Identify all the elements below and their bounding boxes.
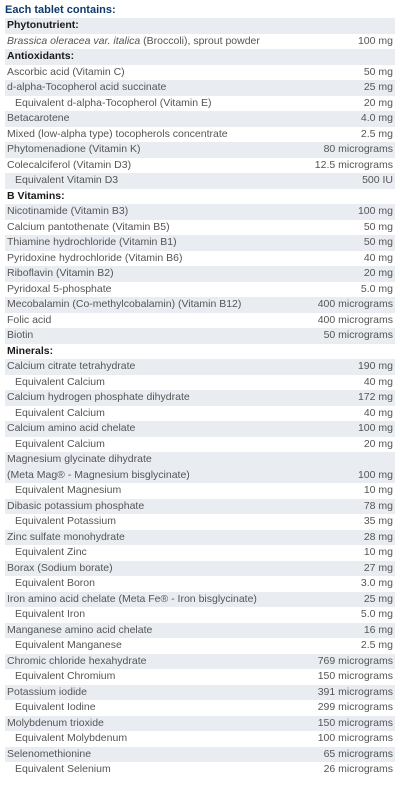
ingredient-row — [5, 561, 395, 577]
ingredient-name: Magnesium glycinate dihydrate (Meta Mag® - Magnesium bisglycinate) — [7, 453, 190, 481]
amount-value: 190 mg — [357, 360, 393, 372]
ingredient-row — [5, 266, 395, 282]
ingredient-name: Biotin — [7, 329, 34, 341]
ingredient-name: Equivalent Calcium — [15, 375, 105, 388]
amount-value: 2.5 mg — [360, 639, 393, 651]
amount-value: 150 micrograms — [317, 670, 393, 682]
ingredient-row — [5, 499, 395, 515]
ingredient-name: Folic acid — [7, 313, 52, 326]
ingredient-name: Calcium amino acid chelate — [7, 422, 136, 434]
ingredient-name: Nicotinamide (Vitamin B3) — [7, 205, 129, 217]
amount-value: 2.5 mg — [360, 127, 393, 140]
amount-value: 20 mg — [363, 437, 393, 450]
amount-value: 4.0 mg — [360, 112, 393, 124]
amount-value: 100 mg — [357, 468, 393, 481]
ingredient-name: Borax (Sodium borate) — [7, 561, 113, 574]
amount-value: 5.0 mg — [360, 282, 393, 295]
amount-value: 50 micrograms — [323, 329, 393, 341]
amount-value: 100 mg — [357, 205, 393, 217]
amount-value: 25 mg — [363, 81, 393, 93]
equivalent-row — [5, 96, 395, 112]
ingredient-row — [5, 282, 395, 298]
amount-value: 12.5 micrograms — [314, 158, 393, 171]
ingredient-name: Equivalent Magnesium — [15, 484, 122, 496]
ingredient-name: Equivalent Potassium — [15, 515, 116, 527]
ingredient-name: Riboflavin (Vitamin B2) — [7, 267, 114, 279]
amount-value: 27 mg — [363, 561, 393, 574]
amount-value: 35 mg — [363, 515, 393, 527]
ingredient-row — [5, 251, 395, 267]
amount-value: 50 mg — [363, 236, 393, 248]
ingredient-name: Equivalent Zinc — [15, 546, 87, 558]
amount-value: 65 micrograms — [323, 747, 393, 760]
ingredient-list — [5, 18, 395, 778]
equivalent-row — [5, 731, 395, 747]
ingredient-row — [5, 685, 395, 701]
amount-value: 10 mg — [363, 546, 393, 558]
ingredient-row — [5, 235, 395, 251]
equivalent-row — [5, 545, 395, 561]
ingredient-row — [5, 592, 395, 608]
amount-value: 3.0 mg — [360, 577, 393, 589]
equivalent-row — [5, 406, 395, 422]
equivalent-row — [5, 514, 395, 530]
amount-value: 20 mg — [363, 96, 393, 109]
amount-value: 500 IU — [362, 174, 393, 186]
amount-value: 10 mg — [363, 484, 393, 496]
ingredient-name: Phytomenadione (Vitamin K) — [7, 143, 141, 155]
ingredient-row — [5, 127, 395, 143]
equivalent-row — [5, 700, 395, 716]
ingredient-name: Equivalent Iodine — [15, 701, 96, 713]
ingredient-row — [5, 313, 395, 329]
amount-value: 100 micrograms — [317, 732, 393, 744]
ingredient-row — [5, 65, 395, 81]
equivalent-row — [5, 638, 395, 654]
amount-value: 400 micrograms — [317, 298, 393, 310]
ingredient-name: Zinc sulfate monohydrate — [7, 530, 125, 543]
amount-value: 172 mg — [357, 391, 393, 403]
ingredient-name: Equivalent Vitamin D3 — [15, 174, 119, 186]
equivalent-row — [5, 483, 395, 499]
amount-value: 100 mg — [357, 34, 393, 47]
section-title: Antioxidants: — [7, 50, 75, 62]
ingredient-name: Equivalent Selenium — [15, 763, 111, 775]
section-header — [5, 49, 395, 65]
equivalent-row — [5, 375, 395, 391]
equivalent-row — [5, 762, 395, 778]
ingredient-name: Equivalent Calcium — [15, 437, 105, 450]
amount-value: 5.0 mg — [360, 608, 393, 620]
ingredient-name: Thiamine hydrochloride (Vitamin B1) — [7, 236, 177, 248]
amount-value: 78 mg — [363, 499, 393, 512]
ingredient-row — [5, 747, 395, 763]
amount-value: 40 mg — [363, 375, 393, 388]
ingredient-name: Betacarotene — [7, 112, 70, 124]
ingredient-name: Molybdenum trioxide — [7, 716, 104, 729]
ingredient-row — [5, 204, 395, 220]
ingredient-row — [5, 452, 395, 483]
amount-value: 40 mg — [363, 406, 393, 419]
ingredient-row — [5, 80, 395, 96]
amount-value: 150 micrograms — [317, 716, 393, 729]
ingredient-name: Equivalent Boron — [15, 577, 95, 589]
ingredient-name: Calcium hydrogen phosphate dihydrate — [7, 391, 190, 403]
ingredient-row — [5, 716, 395, 732]
ingredient-row — [5, 111, 395, 127]
ingredient-name: Brassica oleracea var. italica (Broccoli), sprout powder — [7, 34, 260, 47]
equivalent-row — [5, 576, 395, 592]
amount-value: 26 micrograms — [323, 763, 393, 775]
equivalent-row — [5, 437, 395, 453]
ingredient-row — [5, 158, 395, 174]
amount-value: 299 micrograms — [317, 701, 393, 713]
amount-value: 100 mg — [357, 422, 393, 434]
section-header — [5, 18, 395, 34]
ingredient-name: Ascorbic acid (Vitamin C) — [7, 65, 125, 78]
ingredient-name: Mecobalamin (Co-methylcobalamin) (Vitamin B12) — [7, 298, 242, 310]
ingredient-name: Equivalent Calcium — [15, 406, 105, 419]
amount-value: 28 mg — [363, 530, 393, 543]
equivalent-row — [5, 173, 395, 189]
amount-value: 50 mg — [363, 220, 393, 233]
ingredient-name: Equivalent Iron — [15, 608, 86, 620]
equivalent-row — [5, 669, 395, 685]
amount-value: 40 mg — [363, 251, 393, 264]
ingredient-row — [5, 530, 395, 546]
section-title: Phytonutrient: — [7, 19, 79, 31]
ingredient-row — [5, 328, 395, 344]
ingredient-row — [5, 297, 395, 313]
ingredient-name: Dibasic potassium phosphate — [7, 499, 145, 512]
ingredient-name: Iron amino acid chelate (Meta Fe® - Iron bisglycinate) — [7, 592, 257, 605]
ingredient-name: Chromic chloride hexahydrate — [7, 654, 147, 667]
amount-value: 20 mg — [363, 267, 393, 279]
ingredient-name: Equivalent d-alpha-Tocopherol (Vitamin E) — [15, 96, 212, 109]
amount-value: 50 mg — [363, 65, 393, 78]
section-header — [5, 189, 395, 205]
ingredient-name: Selenomethionine — [7, 747, 92, 760]
ingredient-row — [5, 34, 395, 50]
panel-title: Each tablet contains: — [5, 4, 116, 16]
amount-value: 391 micrograms — [317, 685, 393, 698]
ingredient-row — [5, 654, 395, 670]
section-title: B Vitamins: — [7, 189, 65, 202]
ingredient-name: Colecalciferol (Vitamin D3) — [7, 158, 132, 171]
amount-value: 80 micrograms — [323, 143, 393, 155]
ingredient-name: Equivalent Manganese — [15, 639, 122, 651]
ingredient-name: Pyridoxine hydrochloride (Vitamin B6) — [7, 251, 183, 264]
ingredient-row — [5, 220, 395, 236]
ingredient-name: Pyridoxal 5-phosphate — [7, 282, 112, 295]
ingredient-name: Equivalent Molybdenum — [15, 732, 128, 744]
ingredient-name: Mixed (low-alpha type) tocopherols concentrate — [7, 127, 228, 140]
equivalent-row — [5, 607, 395, 623]
ingredient-name: d-alpha-Tocopherol acid succinate — [7, 81, 167, 93]
ingredient-row — [5, 359, 395, 375]
ingredient-name: Calcium pantothenate (Vitamin B5) — [7, 220, 170, 233]
amount-value: 16 mg — [363, 623, 393, 636]
ingredient-row — [5, 421, 395, 437]
amount-value: 769 micrograms — [317, 654, 393, 667]
section-header — [5, 344, 395, 360]
section-title: Minerals: — [7, 344, 54, 357]
ingredient-row — [5, 390, 395, 406]
ingredient-row — [5, 142, 395, 158]
ingredient-name: Potassium iodide — [7, 685, 87, 698]
amount-value: 400 micrograms — [317, 313, 393, 326]
ingredient-row — [5, 623, 395, 639]
ingredient-name: Calcium citrate tetrahydrate — [7, 360, 136, 372]
amount-value: 25 mg — [363, 592, 393, 605]
ingredient-name: Manganese amino acid chelate — [7, 623, 153, 636]
ingredient-name: Equivalent Chromium — [15, 670, 116, 682]
